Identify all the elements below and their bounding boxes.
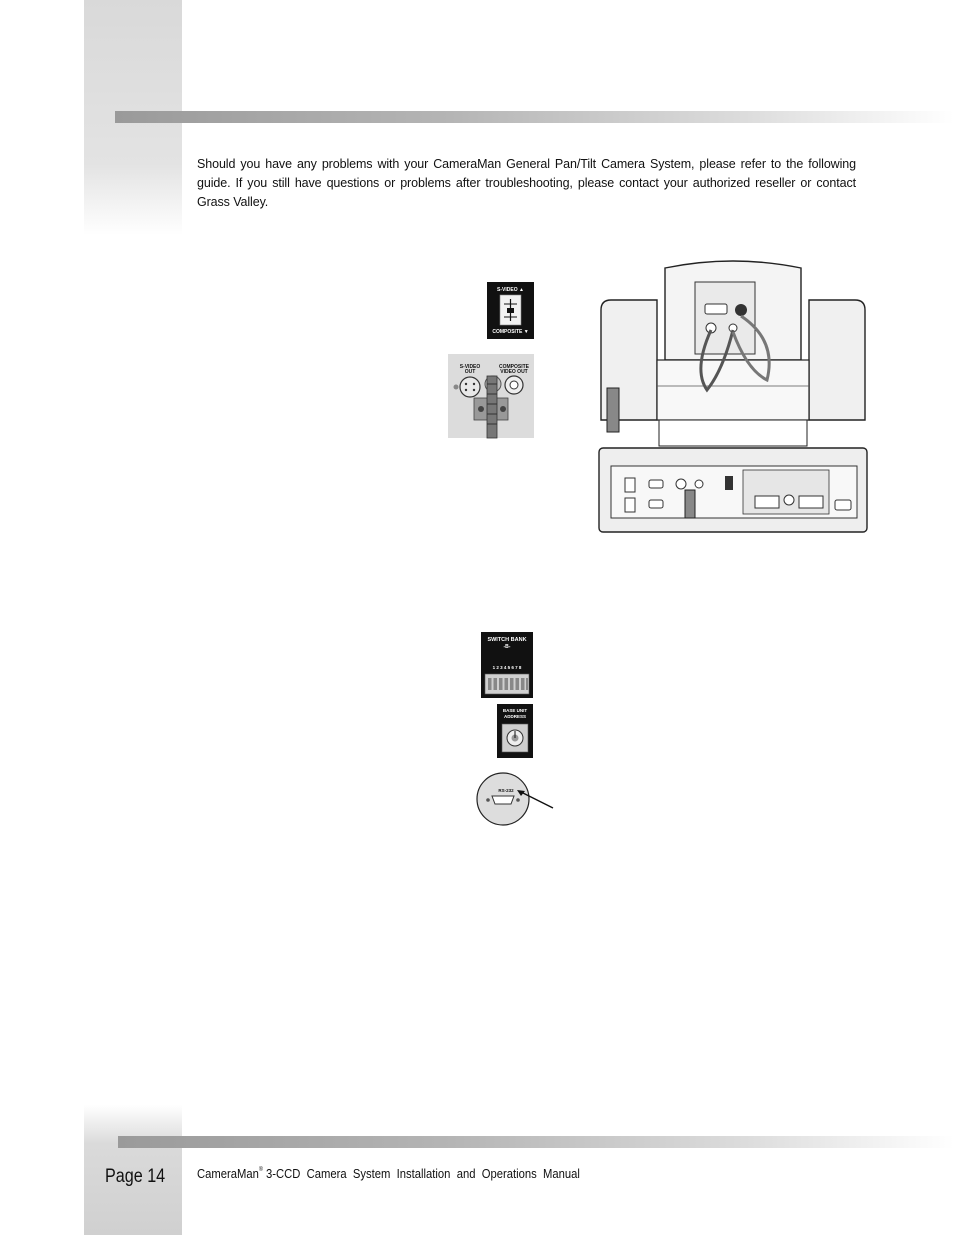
registered-mark: ® <box>258 1167 263 1173</box>
footer-manual-rest: 3-CCD Camera System Installation and Operations Manual <box>262 1167 580 1181</box>
video-switch-figure <box>487 282 534 339</box>
svideo-out-label-2: OUT <box>464 369 476 375</box>
svideo-out-label-1: S-VIDEO <box>459 364 481 370</box>
footer-manual-title <box>197 1167 580 1181</box>
switch-bank-figure <box>481 632 533 698</box>
page-number: Page 14 <box>105 1166 166 1187</box>
intro-paragraph: Should you have any problems with your CameraMan General Pan/Tilt Camera System, please refer to the following guide. If you still have questions or problems after troubleshooting, please contact your authorized reseller or contact Grass Valley. <box>197 156 856 209</box>
switch-bank-title: SWITCH BANK <box>487 637 527 643</box>
video-out-figure <box>448 354 534 438</box>
footer-rule <box>118 1136 954 1148</box>
video-switch-top-label: S-VIDEO ▲ <box>497 287 524 293</box>
header-rule <box>115 111 954 123</box>
video-switch-bottom-label: COMPOSITE ▼ <box>492 329 529 335</box>
footer-manual-name: CameraMan <box>197 1167 259 1181</box>
rs232-label: RS-232 <box>498 788 514 793</box>
switch-bank-sub: -B- <box>503 644 511 650</box>
rs232-figure <box>476 772 556 826</box>
base-unit-address-figure <box>497 704 533 758</box>
switch-bank-numbers: 1 2 3 4 5 6 7 8 <box>492 665 522 670</box>
composite-out-label-2: VIDEO OUT <box>500 369 528 375</box>
composite-out-label-1: COMPOSITE <box>498 364 530 370</box>
base-unit-address-line2: ADDRESS <box>503 714 527 719</box>
camera-rear-figure <box>597 260 869 532</box>
base-unit-address-line1: BASE UNIT <box>502 708 528 713</box>
